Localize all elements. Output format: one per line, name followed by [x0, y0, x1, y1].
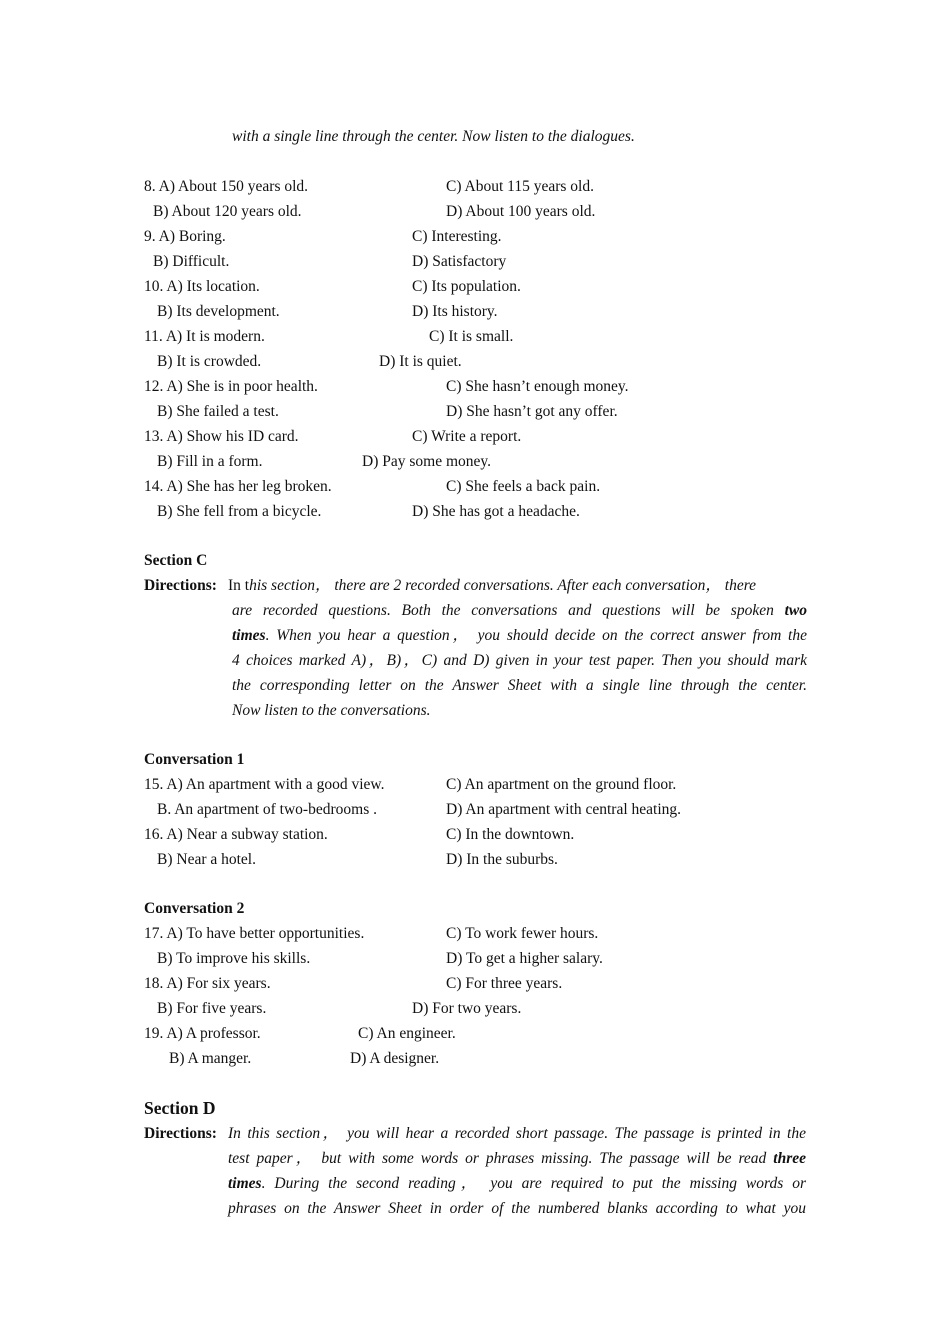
q9-option-b: B) Difficult. [153, 253, 230, 270]
q10-option-c: C) Its population. [412, 278, 521, 295]
section-c-directions-label: Directions: [144, 577, 217, 594]
section-d-directions-line-4: phrases on the Answer Sheet in order of the numbered blanks according to what you [228, 1200, 806, 1217]
q15-option-d: D) An apartment with central heating. [446, 801, 682, 818]
conversation-1-heading: Conversation 1 [144, 751, 245, 768]
directions-text: test paper， but with some words or phrases missing. The passage will be read [228, 1150, 774, 1167]
q15-option-b: B. An apartment of two-bedrooms . [157, 801, 377, 818]
q9-option-a: 9. A) Boring. [144, 228, 226, 245]
section-c-directions-line-6: Now listen to the conversations. [232, 702, 431, 719]
emphasis-two: two [784, 602, 807, 619]
q16-option-d: D) In the suburbs. [446, 851, 558, 868]
q8-option-d: D) About 100 years old. [446, 203, 596, 220]
q17-option-c: C) To work fewer hours. [446, 925, 599, 942]
q15-option-a: 15. A) An apartment with a good view. [144, 776, 385, 793]
q19-option-a: 19. A) A professor. [144, 1025, 261, 1042]
directions-text: . During the second reading， you are required to put the missing words or [261, 1175, 806, 1192]
q12-option-b: B) She failed a test. [157, 403, 279, 420]
q19-option-d: D) A designer. [350, 1050, 440, 1067]
q12-option-d: D) She hasn’t got any offer. [446, 403, 618, 420]
q14-option-d: D) She has got a headache. [412, 503, 580, 520]
q12-option-c: C) She hasn’t enough money. [446, 378, 629, 395]
q14-option-b: B) She fell from a bicycle. [157, 503, 322, 520]
q16-option-b: B) Near a hotel. [157, 851, 256, 868]
q18-option-c: C) For three years. [446, 975, 563, 992]
q10-option-a: 10. A) Its location. [144, 278, 260, 295]
q18-option-d: D) For two years. [412, 1000, 522, 1017]
q11-option-a: 11. A) It is modern. [144, 328, 265, 345]
q13-option-c: C) Write a report. [412, 428, 522, 445]
section-c-directions-line-1 [228, 576, 807, 596]
q11-option-b: B) It is crowded. [157, 353, 262, 370]
section-c-directions-line-4: 4 choices marked A)，B)，C) and D) given in your test paper. Then you should mark [232, 652, 807, 669]
q18-option-a: 18. A) For six years. [144, 975, 271, 992]
q17-option-d: D) To get a higher salary. [446, 950, 603, 967]
section-d-directions-line-1: In this section， you will hear a recorded short passage. The passage is printed in the [228, 1125, 806, 1142]
emphasis-times: times [228, 1175, 262, 1192]
conversation-2-heading: Conversation 2 [144, 900, 245, 917]
q13-option-b: B) Fill in a form. [157, 453, 263, 470]
section-d-directions-line-2 [228, 1149, 806, 1169]
section-c-heading: Section C [144, 552, 208, 569]
q19-option-b: B) A manger. [169, 1050, 252, 1067]
q16-option-a: 16. A) Near a subway station. [144, 826, 328, 843]
q10-option-d: D) Its history. [412, 303, 498, 320]
q17-option-a: 17. A) To have better opportunities. [144, 925, 365, 942]
section-c-directions-line-5: the corresponding letter on the Answer Sheet with a single line through the center. [232, 677, 807, 694]
q11-option-c: C) It is small. [429, 328, 514, 345]
section-c-directions-line-2 [232, 601, 807, 621]
directions-text: are recorded questions. Both the conversations and questions will be spoken [232, 602, 785, 619]
section-d-directions-line-3 [228, 1174, 806, 1194]
q16-option-c: C) In the downtown. [446, 826, 575, 843]
directions-text: . When you hear a question， you should decide on the correct answer from the [265, 627, 807, 644]
q14-option-a: 14. A) She has her leg broken. [144, 478, 332, 495]
emphasis-times: times [232, 627, 266, 644]
emphasis-three: three [773, 1150, 806, 1167]
section-d-heading: Section D [144, 1098, 216, 1118]
q9-option-c: C) Interesting. [412, 228, 502, 245]
q18-option-b: B) For five years. [157, 1000, 267, 1017]
q11-option-d: D) It is quiet. [379, 353, 462, 370]
directions-continuation: with a single line through the center. Now listen to the dialogues. [232, 128, 635, 145]
q8-option-c: C) About 115 years old. [446, 178, 594, 195]
section-c-directions-line-3 [232, 626, 807, 646]
q8-option-b: B) About 120 years old. [153, 203, 302, 220]
directions-text: his section， there are 2 recorded conversations. After each conversation， there [249, 577, 757, 594]
q19-option-c: C) An engineer. [358, 1025, 456, 1042]
q14-option-c: C) She feels a back pain. [446, 478, 601, 495]
q15-option-c: C) An apartment on the ground floor. [446, 776, 677, 793]
directions-first-letters: In t [228, 577, 250, 594]
q8-option-a: 8. A) About 150 years old. [144, 178, 309, 195]
q9-option-d: D) Satisfactory [412, 253, 507, 270]
q17-option-b: B) To improve his skills. [157, 950, 311, 967]
q12-option-a: 12. A) She is in poor health. [144, 378, 318, 395]
section-d-directions-label: Directions: [144, 1125, 217, 1142]
q10-option-b: B) Its development. [157, 303, 280, 320]
q13-option-a: 13. A) Show his ID card. [144, 428, 299, 445]
q13-option-d: D) Pay some money. [362, 453, 492, 470]
